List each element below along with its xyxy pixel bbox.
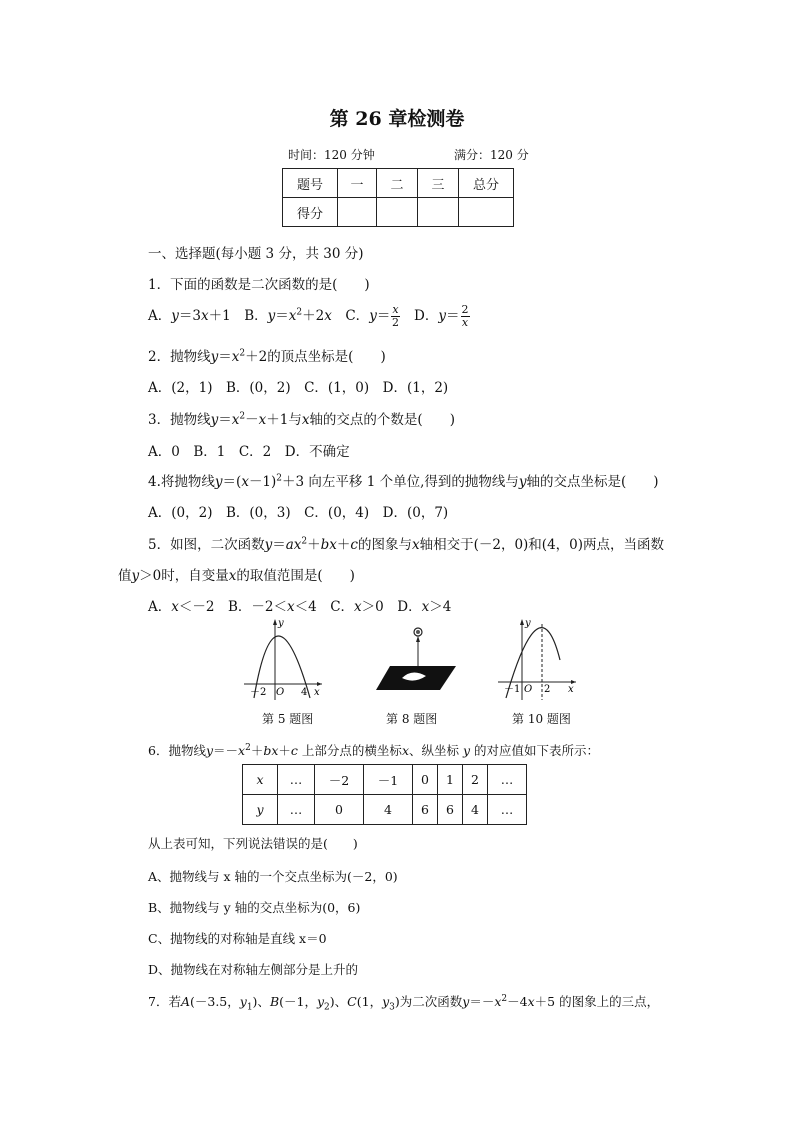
x-axis-label: x (568, 684, 574, 695)
question-4-options: A．(0，2) B．(0，3) C．(0，4) D．(0，7) (148, 505, 449, 521)
values-cell: 2 (463, 765, 488, 795)
question-5-options: A．x＜－2 B．－2＜x＜4 C．x＞0 D．x＞4 (148, 599, 452, 615)
score-table (282, 168, 514, 227)
values-cell: … (278, 795, 315, 825)
page-title: 第 26 章检测卷 (329, 108, 465, 130)
values-cell: 1 (438, 765, 463, 795)
values-row-label: x (243, 765, 278, 795)
time-limit: 时间：120 分钟 (288, 148, 375, 162)
values-cell: －1 (364, 765, 413, 795)
question-4: 4.将抛物线$y=(x-1)^2+3$ 向左平移 1 个单位,得到的抛物线与y轴的交点坐标是( ) (148, 473, 659, 490)
figure-10-graph (498, 616, 578, 700)
x-axis-arrow (317, 682, 322, 686)
tick-4: 4 (301, 687, 308, 698)
values-cell: 4 (463, 795, 488, 825)
full-score: 满分：120 分 (454, 148, 529, 162)
question-5-line2: 值y＞0时，自变量x的取值范围是( ) (118, 568, 355, 584)
figure-8-illustration (376, 624, 458, 692)
score-row-label: 得分 (283, 198, 338, 227)
question-6-option-c: C、抛物线的对称轴是直线 x＝0 (148, 931, 327, 946)
values-table (242, 764, 527, 825)
values-cell: 6 (413, 795, 438, 825)
values-cell: 0 (413, 765, 438, 795)
question-6-prompt: 从上表可知，下列说法错误的是( ) (148, 836, 358, 851)
question-3-options: A．0 B．1 C．2 D．不确定 (148, 444, 350, 460)
origin-label: O (276, 687, 285, 698)
values-cell: 0 (315, 795, 364, 825)
values-cell: … (278, 765, 315, 795)
question-2: 2．抛物线$y=x^2+2$的顶点坐标是( ) (148, 348, 386, 365)
score-header-cell: 三 (418, 169, 459, 198)
values-cell: … (488, 795, 527, 825)
ball-center (416, 630, 420, 634)
question-6: 6．抛物线$y=-x^2+bx+c$ 上部分点的横坐标x、纵坐标 y 的对应值如下表所示： (148, 742, 600, 758)
score-header-cell: 一 (338, 169, 377, 198)
y-axis-label: y (278, 618, 284, 629)
rod-arrow (416, 636, 420, 642)
question-2-options: A．(2，1) B．(0，2) C．(1，0) D．(1，2) (148, 380, 449, 396)
question-1: 1．下面的函数是二次函数的是( ) (148, 277, 370, 293)
figure-5-caption: 第 5 题图 (262, 712, 314, 726)
tick-neg2: －2 (250, 687, 267, 698)
values-cell: －2 (315, 765, 364, 795)
figure-5-graph (244, 616, 326, 700)
score-header-cell: 总分 (459, 169, 514, 198)
question-6-option-b: B、抛物线与 y 轴的交点坐标为(0，6) (148, 900, 361, 915)
score-cell (338, 198, 377, 227)
values-row-label: y (243, 795, 278, 825)
score-header-cell: 题号 (283, 169, 338, 198)
question-6-option-d: D、抛物线在对称轴左侧部分是上升的 (148, 962, 359, 977)
x-axis-label: x (314, 687, 320, 698)
question-3: 3．抛物线$y=x^2-x+1$与x轴的交点的个数是( ) (148, 411, 455, 428)
tick-neg1: －1 (504, 684, 521, 695)
score-cell (459, 198, 514, 227)
values-cell: 4 (364, 795, 413, 825)
y-axis-label: y (525, 618, 531, 629)
origin-label: O (524, 684, 533, 695)
figure-8-caption: 第 8 题图 (386, 712, 438, 726)
figure-10-caption: 第 10 题图 (512, 712, 571, 726)
question-5-line1: 5．如图，二次函数$y=ax^2+bx+c$的图象与x轴相交于(－2，0)和(4，0)两点，当函数 (148, 536, 665, 553)
question-7: 7．若A(－3.5，$y_1$)、B(－1，$y_2$)、C(1，$y_3$)为二次函数$y=-x^2-4x+5$ 的图象上的三点， (148, 993, 660, 1013)
question-1-options: A．y＝3x＋1 B．$y=x^2+2x$ C．y＝ $\frac{x}{2}$ D．y＝ $\frac{2}{x}$ (148, 303, 469, 329)
tick-2: 2 (544, 684, 551, 695)
score-cell (377, 198, 418, 227)
values-cell: 6 (438, 795, 463, 825)
y-axis-arrow (520, 619, 524, 625)
score-cell (418, 198, 459, 227)
y-axis-arrow (273, 619, 277, 625)
values-cell: … (488, 765, 527, 795)
section-heading: 一、选择题(每小题 3 分，共 30 分) (148, 246, 364, 262)
question-6-option-a: A、抛物线与 x 轴的一个交点坐标为(－2，0) (148, 869, 398, 884)
score-header-cell: 二 (377, 169, 418, 198)
